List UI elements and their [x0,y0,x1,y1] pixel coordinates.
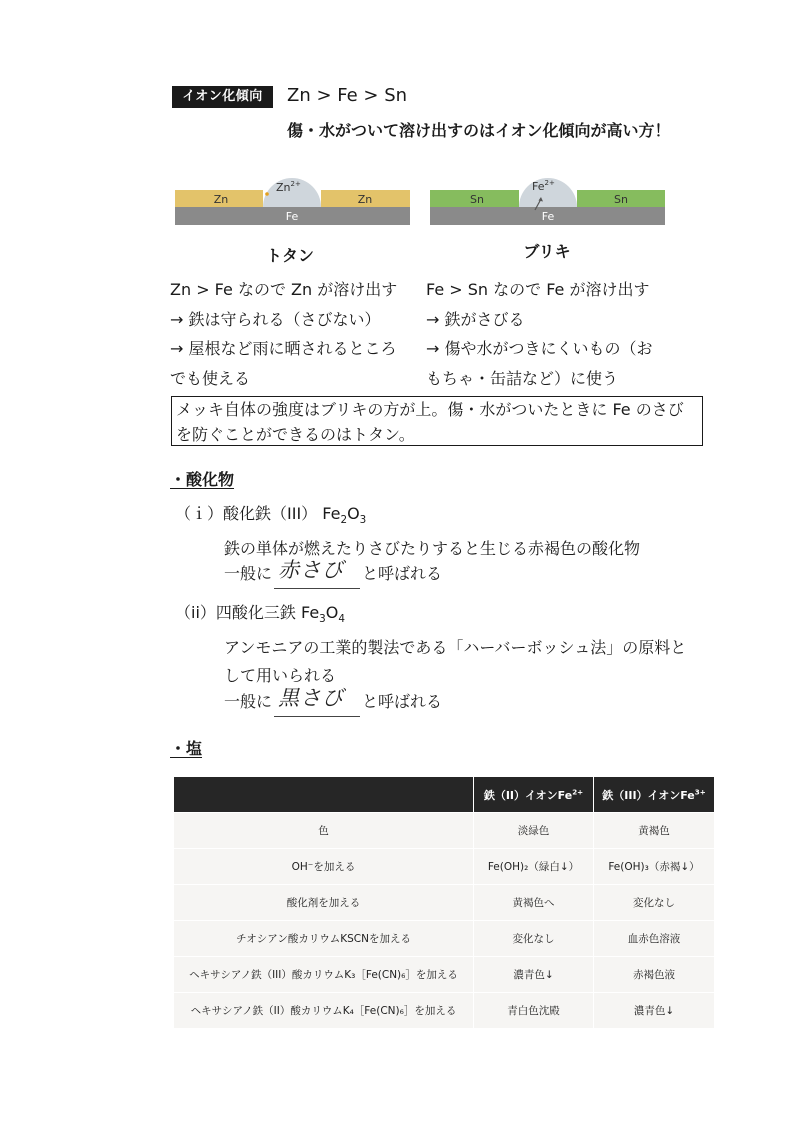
salt-heading: ・塩 [170,739,203,758]
ionization-tendency-tag: イオン化傾向 [172,86,273,108]
totan-description [170,275,420,393]
table-row [174,992,714,1028]
totan-desc-line: でも使える [170,368,251,388]
salt-fe2-cell: 黄褐色へ [474,884,594,920]
oxide-ii-fill-line: 一般に 黒さび と呼ばれる [224,687,442,717]
salt-condition-cell: ヘキサシアノ鉄（III）酸カリウムK₃［Fe(CN)₆］を加える [174,956,474,992]
salt-fe2-cell: 淡緑色 [474,812,594,848]
salt-fe3-cell: Fe(OH)₃（赤褐↓） [594,848,714,884]
buriki-coat-left-label: Sn [470,193,484,206]
buriki-desc-line: → 傷や水がつきにくいもの（お [426,339,653,358]
salt-fe3-cell: 濃青色↓ [594,992,714,1028]
salt-table [174,777,714,1028]
table-row [174,884,714,920]
summary-line: メッキ自体の強度はブリキの方が上。傷・水がついたときに Fe のさび [176,400,684,419]
totan-desc-line: → 屋根など雨に晒されるところ [170,339,397,358]
totan-ion-dot [265,192,269,196]
buriki-desc-line: もちゃ・缶詰など）に使う [426,368,619,388]
oxide-ii-desc: アンモニアの工業的製法である「ハーバーボッシュ法」の原料と して用いられる [224,638,687,685]
salt-condition-cell: OH⁻を加える [174,848,474,884]
totan-base-label: Fe [285,210,299,223]
table-row [174,812,714,848]
buriki-ion-label: $Fe^{2+}$ [532,179,555,193]
buriki-desc-line: Fe > Sn なので Fe が溶け出す [426,280,650,299]
oxide-i-handwritten-answer: 赤さび [278,558,345,582]
salt-fe3-cell: 黄褐色 [594,812,714,848]
table-row [174,848,714,884]
totan-desc-line: → 鉄は守られる（さびない） [170,309,381,329]
totan-coat-left-label: Zn [213,193,229,206]
oxide-heading: ・酸化物 [170,470,235,489]
ionization-order: Zn > Fe > Sn [287,85,408,106]
oxide-ii-handwritten-answer: 黒さび [278,686,345,710]
salt-condition-cell: ヘキサシアノ鉄（II）酸カリウムK₄［Fe(CN)₆］を加える [174,992,474,1028]
oxide-ii-title: （ii）四酸化三鉄 $Fe_3O_4$ [175,603,346,626]
salt-fe2-cell: 青白色沈殿 [474,992,594,1028]
oxide-i-fill-line: 一般に 赤さび と呼ばれる [224,559,442,589]
buriki-base-label: Fe [541,210,555,223]
totan-coat-right-label: Zn [357,193,373,206]
salt-fe2-cell: Fe(OH)₂（緑白↓） [474,848,594,884]
oxide-i-desc: 鉄の単体が燃えたりさびたりすると生じる赤褐色の酸化物 [224,539,641,558]
totan-desc-line: Zn > Fe なので Zn が溶け出す [170,280,398,299]
buriki-name: ブリキ [523,242,571,261]
totan-name: トタン [265,246,314,265]
summary-line: を防ぐことができるのはトタン。 [176,425,415,444]
table-row [174,956,714,992]
oxide-i-answer-blank [274,558,360,589]
salt-condition-cell: チオシアン酸カリウムKSCNを加える [174,920,474,956]
salt-fe3-cell: 赤褐色液 [594,956,714,992]
salt-fe3-cell: 血赤色溶液 [594,920,714,956]
buriki-diagram [425,158,670,233]
buriki-desc-line: → 鉄がさびる [426,309,525,329]
salt-header-fe3: 鉄（III）イオン$Fe^{3+}$ [594,777,714,812]
oxide-ii-answer-blank [274,686,360,717]
totan-diagram [170,158,415,233]
salt-condition-cell: 酸化剤を加える [174,884,474,920]
oxide-i-title: （ｉ）酸化鉄（III） $Fe_2O_3$ [175,504,367,527]
salt-fe2-cell: 変化なし [474,920,594,956]
ionization-note: 傷・水がついて溶け出すのはイオン化傾向が高い方！ [287,121,671,140]
totan-ion-label: $Zn^{2+}$ [276,180,301,194]
salt-fe2-cell: 濃青色↓ [474,956,594,992]
buriki-description [426,275,686,393]
summary-box [171,396,703,446]
salt-table-header-row [174,777,714,812]
salt-header-blank [174,777,474,812]
buriki-coat-right-label: Sn [614,193,628,206]
salt-header-fe2: 鉄（II）イオン$Fe^{2+}$ [474,777,594,812]
salt-fe3-cell: 変化なし [594,884,714,920]
table-row [174,920,714,956]
salt-condition-cell: 色 [174,812,474,848]
